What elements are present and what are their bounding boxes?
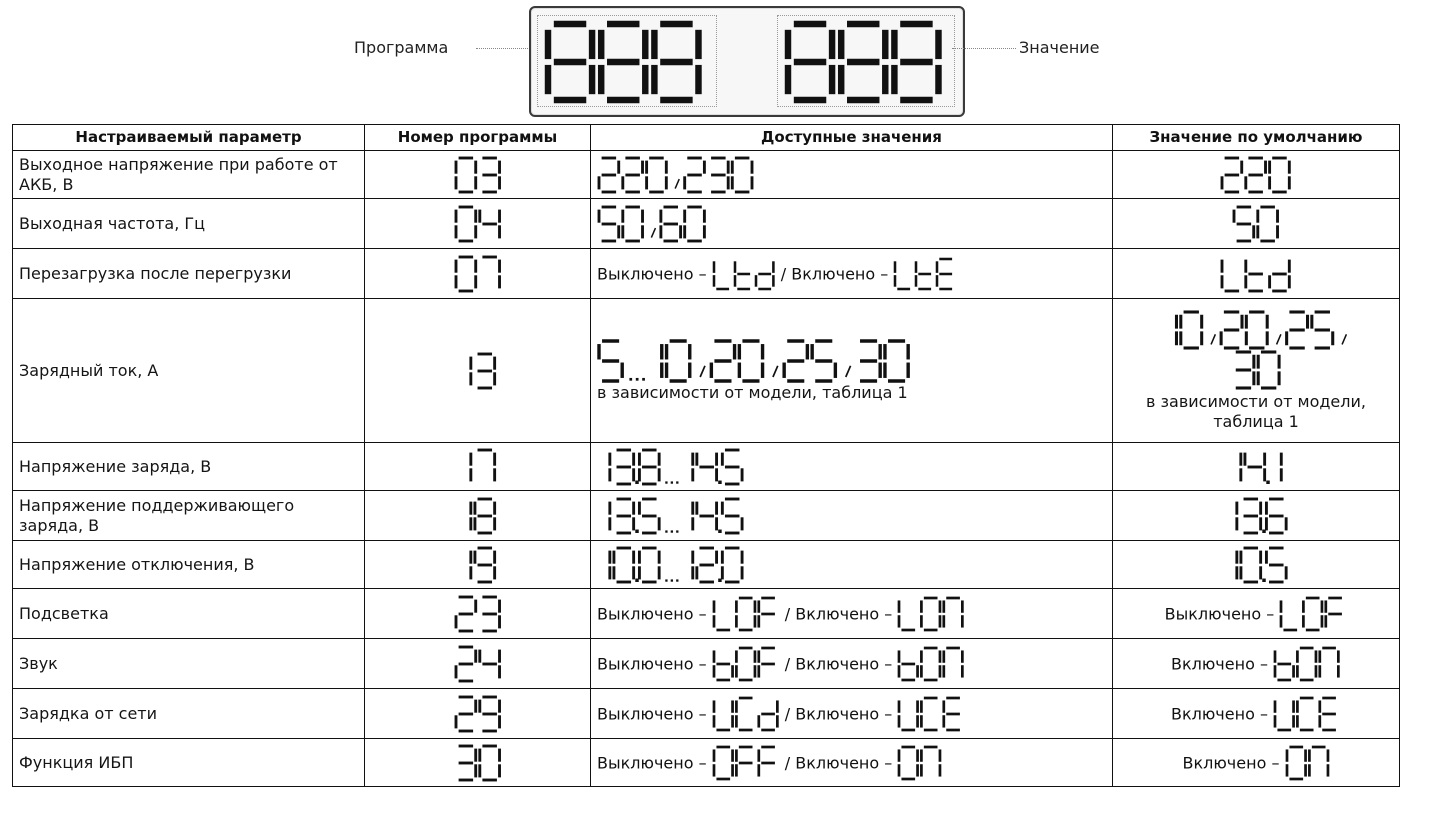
program-number-digits	[454, 703, 502, 722]
ellipsis-dot	[642, 377, 645, 380]
program-number	[365, 589, 591, 639]
table-row	[13, 541, 1400, 589]
table-row	[13, 689, 1400, 739]
segment-glyphs	[546, 22, 701, 102]
display-illustration	[0, 0, 1439, 118]
segment-glyphs	[1273, 646, 1341, 682]
off-label: Выключено –	[597, 704, 707, 723]
table-row	[13, 443, 1400, 491]
segment-glyphs	[1224, 497, 1289, 535]
segment-glyphs	[893, 257, 957, 291]
table-row	[13, 589, 1400, 639]
default-value	[1113, 589, 1400, 639]
off-code	[712, 263, 776, 282]
header-program-number: Номер программы	[365, 125, 591, 151]
param-name: Звук	[13, 639, 365, 689]
segment-glyphs	[597, 205, 707, 243]
default-digits	[1224, 505, 1289, 524]
decimal-point	[718, 480, 721, 483]
program-label: Программа	[354, 38, 449, 57]
default-digits	[1228, 456, 1284, 475]
comma-separator	[1211, 334, 1215, 344]
available-values	[591, 589, 1113, 639]
default-label: Включено –	[1182, 753, 1280, 772]
program-number	[365, 541, 591, 589]
off-label: Выключено –	[597, 264, 707, 283]
available-values	[591, 491, 1113, 541]
off-code	[712, 752, 780, 771]
segment-glyphs	[1220, 156, 1292, 194]
available-values	[591, 541, 1113, 589]
segment-glyphs	[454, 156, 502, 194]
table-row	[13, 249, 1400, 299]
segment-glyphs	[458, 352, 497, 390]
segment-glyphs	[597, 448, 745, 486]
table-row	[13, 199, 1400, 249]
segment-glyphs	[458, 448, 497, 486]
segment-glyphs	[712, 596, 780, 632]
off-code	[712, 603, 780, 622]
default-value	[1113, 541, 1400, 589]
header-available-values: Доступные значения	[591, 125, 1113, 151]
program-number-digits	[454, 213, 502, 232]
values-digits	[597, 350, 911, 369]
comma-separator	[700, 365, 705, 376]
ellipsis-dot	[636, 377, 639, 380]
param-name: Функция ИБП	[13, 739, 365, 787]
segment-glyphs	[597, 156, 754, 194]
off-label: Выключено –	[597, 604, 707, 623]
default-label: Включено –	[1170, 704, 1268, 723]
program-number	[365, 491, 591, 541]
default-label: Выключено –	[1164, 604, 1275, 623]
program-number-digits	[458, 505, 497, 524]
table-row	[13, 299, 1400, 443]
ellipsis-dot	[676, 481, 678, 483]
decimal-point	[718, 529, 721, 532]
default-code	[1273, 653, 1341, 672]
segment-glyphs	[712, 257, 776, 291]
on-code	[897, 752, 942, 771]
program-number-digits	[454, 653, 502, 672]
segment-glyphs	[454, 744, 502, 782]
off-code	[712, 703, 780, 722]
segment-glyphs	[597, 339, 911, 383]
program-number-digits	[458, 456, 497, 475]
available-values	[591, 299, 1113, 443]
header-default-value: Значение по умолчанию	[1113, 125, 1400, 151]
program-number	[365, 739, 591, 787]
header-parameter: Настраиваемый параметр	[13, 125, 365, 151]
param-name: Выходное напряжение при работе от АКБ, В	[13, 151, 365, 199]
comma-separator	[1342, 334, 1346, 344]
decimal-point	[1266, 480, 1269, 483]
ellipsis-dot	[671, 579, 673, 581]
values-note: в зависимости от модели, таблица 1	[597, 382, 908, 402]
ellipsis-dot	[665, 530, 667, 532]
default-value	[1113, 689, 1400, 739]
lcd-program-digits	[537, 15, 717, 107]
segment-glyphs	[897, 745, 942, 781]
segment-glyphs	[1163, 310, 1350, 350]
values-digits	[597, 164, 754, 183]
program-number-digits	[454, 603, 502, 622]
default-code	[1273, 703, 1341, 722]
segment-glyphs	[897, 646, 965, 682]
comma-separator	[651, 228, 655, 238]
segment-glyphs	[1224, 546, 1289, 584]
comma-separator	[773, 365, 778, 376]
default-code	[1279, 603, 1347, 622]
default-value	[1113, 491, 1400, 541]
segment-glyphs	[1273, 696, 1341, 732]
ellipsis-dot	[671, 481, 673, 483]
default-note: в зависимости от модели, таблица 1	[1146, 391, 1366, 431]
default-value	[1113, 739, 1400, 787]
lcd-value-value	[786, 22, 941, 102]
off-code	[712, 653, 780, 672]
program-number	[365, 639, 591, 689]
off-label: Выключено –	[597, 654, 707, 673]
program-number	[365, 151, 591, 199]
segment-glyphs	[454, 645, 502, 683]
segment-glyphs	[1220, 255, 1292, 293]
lcd-panel	[529, 6, 965, 117]
program-number	[365, 443, 591, 491]
available-values	[591, 443, 1113, 491]
on-code	[897, 653, 965, 672]
param-name: Напряжение отключения, В	[13, 541, 365, 589]
segment-glyphs	[712, 646, 780, 682]
on-label: / Включено –	[780, 264, 889, 283]
decimal-point	[1262, 578, 1265, 581]
on-label: / Включено –	[784, 604, 893, 623]
program-number-digits	[458, 554, 497, 573]
table-row	[13, 151, 1400, 199]
ellipsis-dot	[629, 377, 632, 380]
ellipsis-dot	[671, 530, 673, 532]
available-values	[591, 199, 1113, 249]
program-number-digits	[458, 360, 497, 379]
default-digits	[1232, 213, 1280, 232]
default-value	[1113, 199, 1400, 249]
param-name: Зарядка от сети	[13, 689, 365, 739]
segment-glyphs	[712, 745, 780, 781]
segment-glyphs	[454, 205, 502, 243]
segment-glyphs	[458, 497, 497, 535]
program-number	[365, 249, 591, 299]
param-name: Подсветка	[13, 589, 365, 639]
comma-separator	[846, 365, 851, 376]
default-value	[1113, 299, 1400, 443]
segment-glyphs	[1232, 205, 1280, 243]
ellipsis-dot	[676, 579, 678, 581]
value-leader-line	[952, 48, 1016, 49]
table-header-row	[13, 125, 1400, 151]
table-row	[13, 639, 1400, 689]
table-row	[13, 491, 1400, 541]
available-values	[591, 689, 1113, 739]
values-digits	[597, 554, 745, 573]
program-number	[365, 299, 591, 443]
lcd-value-digits	[777, 15, 955, 107]
program-number-digits	[454, 263, 502, 282]
on-code	[897, 703, 965, 722]
default-code	[1285, 752, 1330, 771]
param-name: Зарядный ток, А	[13, 299, 365, 443]
segment-glyphs	[1231, 350, 1282, 390]
available-values	[591, 151, 1113, 199]
table-row	[13, 739, 1400, 787]
segment-glyphs	[897, 596, 965, 632]
ellipsis-dot	[665, 579, 667, 581]
on-label: / Включено –	[784, 704, 893, 723]
param-name: Напряжение поддерживающего заряда, В	[13, 491, 365, 541]
segment-glyphs	[1228, 448, 1284, 486]
default-digits-line2	[1231, 359, 1282, 378]
on-label: / Включено –	[784, 753, 893, 772]
program-number-digits	[454, 164, 502, 183]
comma-separator	[1276, 334, 1280, 344]
segment-glyphs	[597, 497, 745, 535]
segment-glyphs	[454, 695, 502, 733]
decimal-point	[635, 529, 638, 532]
default-value	[1113, 249, 1400, 299]
default-digits	[1220, 263, 1292, 282]
on-code	[897, 603, 965, 622]
default-value	[1113, 639, 1400, 689]
segment-glyphs	[454, 595, 502, 633]
param-name: Выходная частота, Гц	[13, 199, 365, 249]
available-values	[591, 249, 1113, 299]
off-label: Выключено –	[597, 753, 707, 772]
on-label: / Включено –	[784, 654, 893, 673]
segment-glyphs	[712, 696, 780, 732]
on-code	[893, 263, 957, 282]
program-number-digits	[454, 752, 502, 771]
comma-separator	[675, 179, 679, 189]
settings-table	[12, 124, 1400, 787]
default-digits-line1	[1163, 319, 1350, 338]
param-name: Перезагрузка после перегрузки	[13, 249, 365, 299]
available-values	[591, 639, 1113, 689]
values-digits	[597, 505, 745, 524]
default-digits	[1224, 554, 1289, 573]
segment-glyphs	[1285, 745, 1330, 781]
values-digits	[597, 213, 707, 232]
default-label: Включено –	[1170, 654, 1268, 673]
ellipsis-dot	[665, 481, 667, 483]
program-number	[365, 689, 591, 739]
lcd-program-value	[546, 22, 701, 102]
segment-glyphs	[786, 22, 941, 102]
segment-glyphs	[597, 546, 745, 584]
default-value	[1113, 443, 1400, 491]
ellipsis-dot	[676, 530, 678, 532]
segment-glyphs	[454, 255, 502, 293]
value-label: Значение	[1019, 38, 1100, 57]
available-values	[591, 739, 1113, 787]
param-name: Напряжение заряда, В	[13, 443, 365, 491]
program-number	[365, 199, 591, 249]
segment-glyphs	[1279, 596, 1347, 632]
segment-glyphs	[458, 546, 497, 584]
values-digits	[597, 456, 745, 475]
default-digits	[1220, 164, 1292, 183]
segment-glyphs	[897, 696, 965, 732]
default-value	[1113, 151, 1400, 199]
